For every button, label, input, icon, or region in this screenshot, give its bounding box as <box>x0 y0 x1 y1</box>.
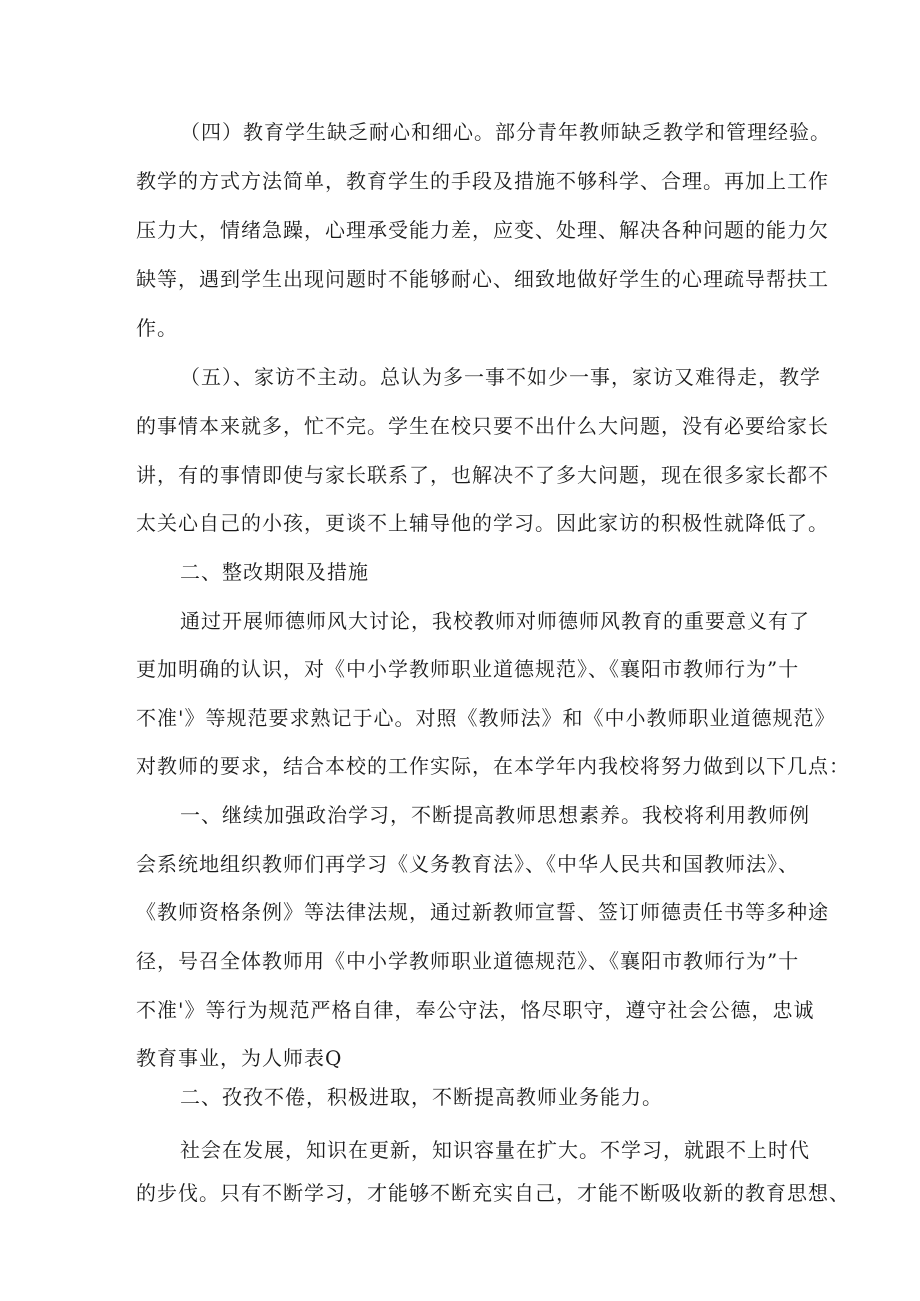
paragraph-4-line-5: 作。 <box>136 316 178 340</box>
paragraph-8-line-2: 的步伐。只有不断学习，才能够不断充实自己，才能不断吸收新的教育思想、 <box>136 1181 850 1205</box>
item-2-heading: 二、孜孜不倦，积极进取，不断提高教师业务能力。 <box>180 1085 663 1109</box>
paragraph-7-line-2: 会系统地组织教师们再学习《义务教育法》、《中华人民共和国教师法》、 <box>136 852 799 876</box>
paragraph-4-line-2: 教学的方式方法简单，教育学生的手段及措施不够科学、合理。再加上工作 <box>136 169 829 193</box>
paragraph-4-line-4: 缺等，遇到学生出现问题时不能够耐心、细致地做好学生的心理疏导帮扶工 <box>136 267 829 291</box>
paragraph-4-line-3: 压力大，情绪急躁，心理承受能力差，应变、处理、解决各种问题的能力欠 <box>136 218 829 242</box>
paragraph-4-line-1: （四）教育学生缺乏耐心和细心。部分青年教师缺乏教学和管理经验。 <box>180 120 831 144</box>
paragraph-7-line-4: 径，号召全体教师用《中小学教师职业道德规范》、《襄阳市教师行为”十 <box>136 949 800 973</box>
paragraph-5-line-2: 的事情本来就多，忙不完。学生在校只要不出什么大问题，没有必要给家长 <box>136 414 829 438</box>
paragraph-7-line-3: 《教师资格条例》等法律法规，通过新教师宣誓、签订师德责任书等多种途 <box>136 900 829 924</box>
paragraph-7-line-6: 教育事业，为人师表Q <box>136 1046 343 1070</box>
paragraph-6-line-2: 更加明确的认识，对《中小学教师职业道德规范》、《襄阳市教师行为”十 <box>136 657 800 681</box>
paragraph-7-line-1: 一、继续加强政治学习，不断提高教师思想素养。我校将利用教师例 <box>180 803 810 827</box>
paragraph-8-line-1: 社会在发展，知识在更新，知识容量在扩大。不学习，就跟不上时代 <box>180 1138 810 1162</box>
paragraph-6-line-1: 通过开展师德师风大讨论，我校教师对师德师风教育的重要意义有了 <box>180 609 810 633</box>
section-2-heading: 二、整改期限及措施 <box>180 560 369 584</box>
paragraph-5-line-1: （五）、家访不主动。总认为多一事不如少一事，家访又难得走，教学 <box>180 365 821 389</box>
paragraph-7-line-5: 不准'》等行为规范严格自律，奉公守法，恪尽职守，遵守社会公德，忠诚 <box>136 998 815 1022</box>
paragraph-5-line-3: 讲，有的事情即使与家长联系了，也解决不了多大问题，现在很多家长都不 <box>136 463 829 487</box>
paragraph-6-line-3: 不准'》等规范要求熟记于心。对照《教师法》和《中小教师职业道德规范》 <box>136 706 836 730</box>
paragraph-6-line-4: 对教师的要求，结合本校的工作实际，在本学年内我校将努力做到以下几点： <box>136 754 850 778</box>
paragraph-5-line-4: 太关心自己的小孩，更谈不上辅导他的学习。因此家访的积极性就降低了。 <box>136 511 829 535</box>
